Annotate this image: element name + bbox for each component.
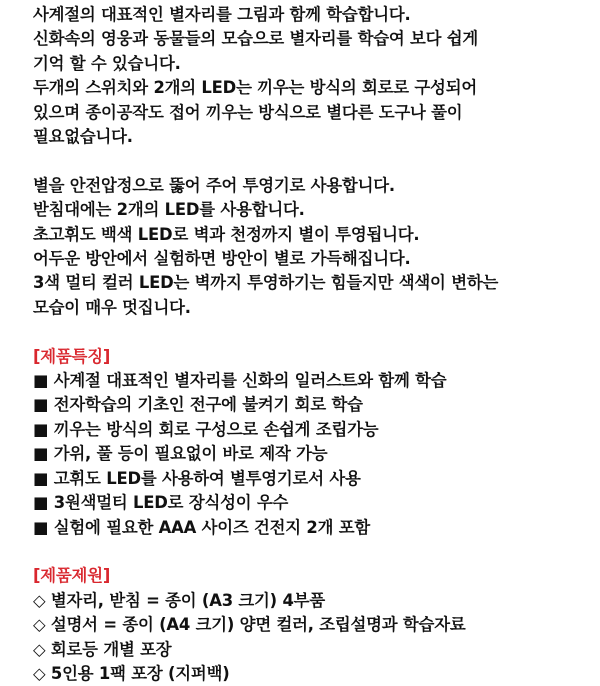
usage-line: 별을 안전압정으로 뚫어 주어 투영기로 사용합니다. bbox=[33, 175, 395, 195]
intro-line: 있으며 종이공작도 접어 끼우는 방식으로 별다른 도구나 풀이 bbox=[33, 102, 463, 122]
spec-item: ◇ 회로등 개별 포장 bbox=[33, 639, 172, 659]
usage-line: 3색 멀티 컬러 LED는 벽까지 투영하기는 힘들지만 색색이 변하는 bbox=[33, 273, 499, 293]
intro-line: 사계절의 대표적인 별자리를 그림과 함께 학습합니다. bbox=[33, 5, 411, 24]
spec-item: ◇ 5인용 1팩 포장 (지퍼백) bbox=[33, 663, 230, 683]
intro-paragraph bbox=[33, 3, 600, 149]
feature-item: ■ 3원색멀티 LED로 장식성이 우수 bbox=[33, 493, 289, 513]
features-section bbox=[33, 345, 600, 540]
spec-item: ◇ 설명서 = 종이 (A4 크기) 양면 컬러, 조립설명과 학습자료 bbox=[33, 615, 466, 635]
feature-item: ■ 사계절 대표적인 별자리를 신화의 일러스트와 함께 학습 bbox=[33, 371, 447, 391]
usage-line: 모습이 매우 멋집니다. bbox=[33, 297, 191, 317]
usage-line: 초고휘도 백색 LED로 벽과 천정까지 별이 투영됩니다. bbox=[33, 224, 420, 244]
intro-line: 기억 할 수 있습니다. bbox=[33, 53, 181, 73]
feature-item: ■ 끼우는 방식의 회로 구성으로 손쉽게 조립가능 bbox=[33, 419, 379, 439]
feature-item: ■ 가위, 풀 등이 필요없이 바로 제작 가능 bbox=[33, 444, 328, 464]
usage-line: 어두운 방안에서 실험하면 방안이 별로 가득해집니다. bbox=[33, 249, 411, 269]
specs-section bbox=[33, 564, 600, 686]
specs-title: [제품제원] bbox=[33, 566, 111, 586]
intro-line: 신화속의 영웅과 동물들의 모습으로 별자리를 학습여 보다 쉽게 bbox=[33, 29, 479, 49]
paragraph-gap bbox=[33, 540, 600, 564]
spec-item: ◇ 별자리, 받침 = 종이 (A3 크기) 4부품 bbox=[33, 590, 325, 610]
feature-item: ■ 고휘도 LED를 사용하여 별투영기로서 사용 bbox=[33, 468, 361, 488]
usage-line: 받침대에는 2개의 LED를 사용합니다. bbox=[33, 200, 305, 220]
intro-line: 필요없습니다. bbox=[33, 127, 133, 147]
features-title: [제품특징] bbox=[33, 346, 111, 366]
intro-line: 두개의 스위치와 2개의 LED는 끼우는 방식의 회로로 구성되어 bbox=[33, 78, 477, 98]
usage-paragraph bbox=[33, 174, 600, 320]
paragraph-gap bbox=[33, 320, 600, 344]
feature-item: ■ 실험에 필요한 AAA 사이즈 건전지 2개 포함 bbox=[33, 517, 370, 537]
paragraph-gap bbox=[33, 149, 600, 173]
feature-item: ■ 전자학습의 기초인 전구에 불켜기 회로 학습 bbox=[33, 395, 363, 415]
